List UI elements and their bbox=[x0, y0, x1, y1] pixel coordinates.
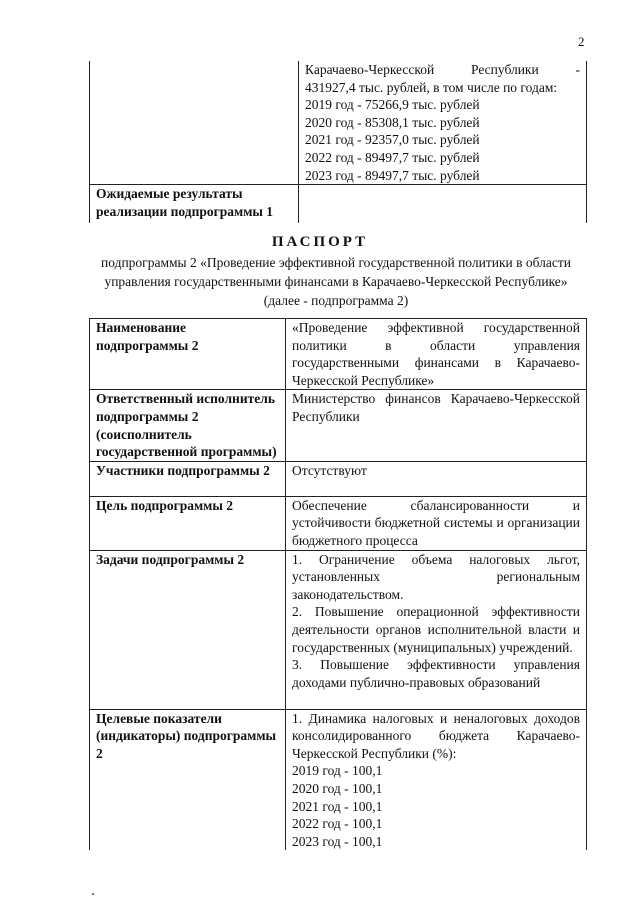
row-label: Наименование подпрограммы 2 bbox=[90, 319, 286, 390]
row-value: Обеспечение сбалансированности и устойчивости бюджетной системы и организации бюджетного процесса bbox=[286, 496, 587, 550]
table-row bbox=[90, 61, 587, 185]
passport-subtitle: подпрограммы 2 «Проведение эффективной государственной политики в области управления государственными финансами в Карачаево-Черкесской Республике» (далее - подпрограмма 2) bbox=[101, 255, 571, 308]
table-row bbox=[90, 390, 587, 461]
funding-line: Карачаево-Черкесской Республики - bbox=[305, 62, 580, 77]
row-label: Целевые показатели (индикаторы) подпрограммы 2 bbox=[90, 709, 286, 850]
funding-value-cell bbox=[299, 61, 587, 185]
row-label: Задачи подпрограммы 2 bbox=[90, 550, 286, 709]
row-value bbox=[286, 550, 587, 709]
row-label: Участники подпрограммы 2 bbox=[90, 461, 286, 496]
table-row bbox=[90, 550, 587, 709]
task-item: 1. Ограничение объема налоговых льгот, установленных региональным законодательством. bbox=[292, 551, 580, 602]
row-label: Ответственный исполнитель подпрограммы 2 (соисполнитель государственной программы) bbox=[90, 390, 286, 461]
row-label: Цель подпрограммы 2 bbox=[90, 496, 286, 550]
scan-speck bbox=[92, 893, 94, 895]
funding-line: 431927,4 тыс. рублей, в том числе по годам: bbox=[305, 79, 558, 95]
indicator-line: 2021 год - 100,1 bbox=[292, 798, 383, 814]
row-value: «Проведение эффективной государственной политики в области управления государственными финансами в Карачаево-Черкесской Республике» bbox=[286, 319, 587, 390]
indicator-line: 2019 год - 100,1 bbox=[292, 763, 383, 779]
passport-title: ПАСПОРТ bbox=[271, 234, 369, 250]
funding-line: 2022 год - 89497,7 тыс. рублей bbox=[305, 149, 480, 165]
indicator-line: 2022 год - 100,1 bbox=[292, 816, 383, 832]
row-value: Отсутствуют bbox=[286, 461, 587, 496]
expected-results-label: Ожидаемые результаты реализации подпрограммы 1 bbox=[90, 185, 299, 224]
empty-label-cell bbox=[90, 61, 299, 185]
indicator-line: 1. Динамика налоговых и неналоговых доходов консолидированного бюджета Карачаево-Черкесской Республики (%): bbox=[292, 710, 580, 761]
indicator-line: 2020 год - 100,1 bbox=[292, 780, 383, 796]
expected-results-value bbox=[299, 185, 587, 224]
funding-continuation-table bbox=[89, 61, 587, 223]
row-value bbox=[286, 709, 587, 850]
table-row bbox=[90, 185, 587, 224]
indicator-line: 2023 год - 100,1 bbox=[292, 833, 383, 849]
funding-line: 2019 год - 75266,9 тыс. рублей bbox=[305, 97, 480, 113]
table-row bbox=[90, 461, 587, 496]
passport-table bbox=[89, 318, 587, 850]
row-value: Министерство финансов Карачаево-Черкесской Республики bbox=[286, 390, 587, 461]
table-row bbox=[90, 709, 587, 850]
table-row bbox=[90, 319, 587, 390]
funding-line: 2023 год - 89497,7 тыс. рублей bbox=[305, 167, 480, 183]
funding-line: 2021 год - 92357,0 тыс. рублей bbox=[305, 132, 480, 148]
task-item: 3. Повышение эффективности управления доходами публично-правовых образований bbox=[292, 657, 580, 690]
funding-line: 2020 год - 85308,1 тыс. рублей bbox=[305, 114, 480, 130]
table-row bbox=[90, 496, 587, 550]
task-item: 2. Повышение операционной эффективности деятельности органов исполнительной власти и государственных (муниципальных) учреждений. bbox=[292, 604, 580, 655]
page-number: 2 bbox=[578, 34, 585, 49]
